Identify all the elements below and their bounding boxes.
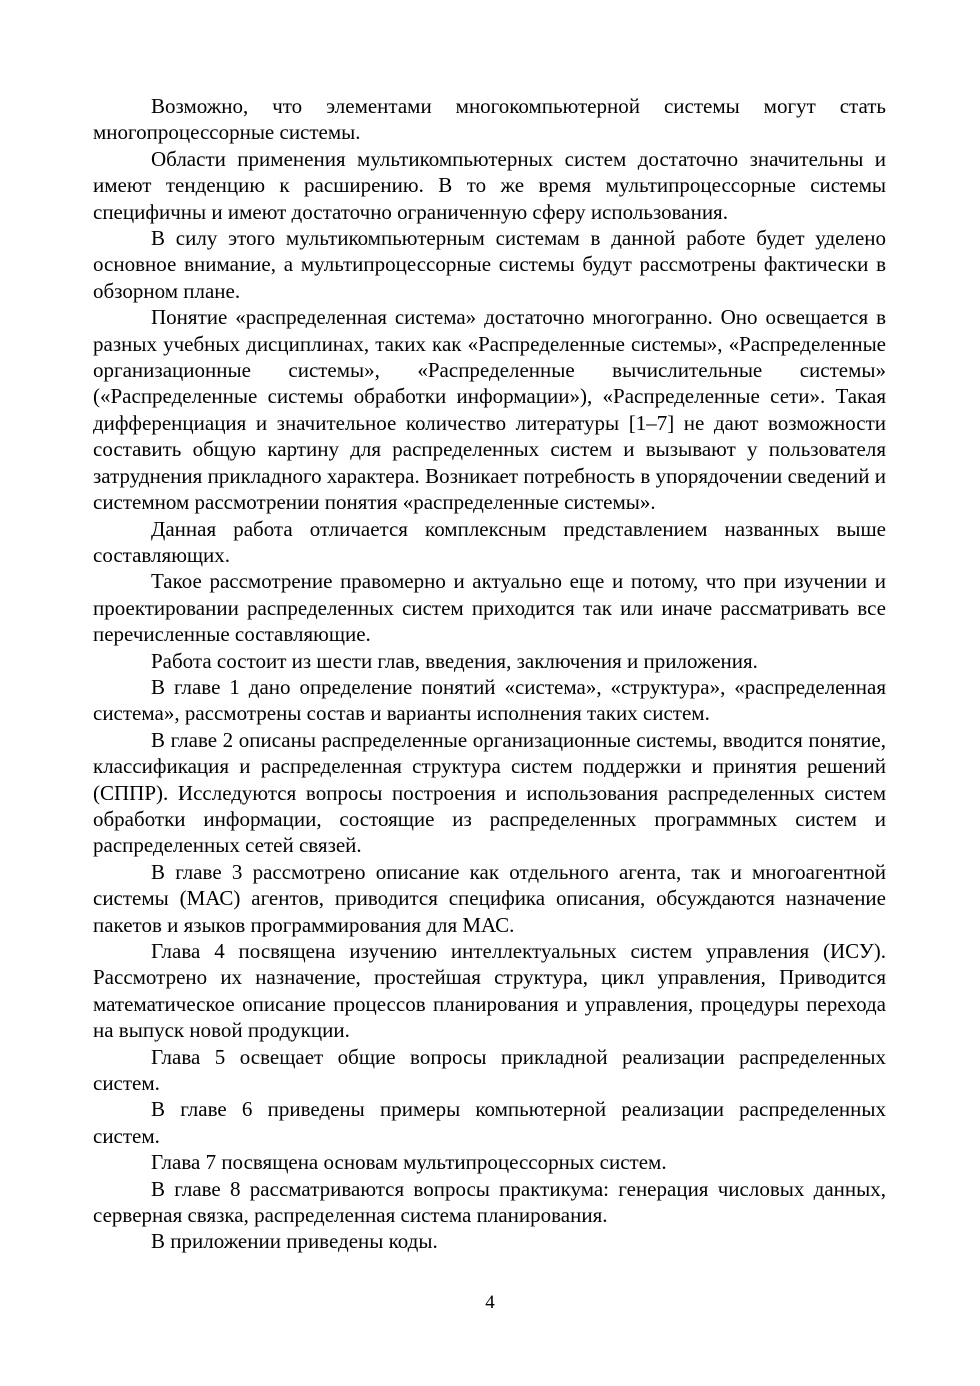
paragraph-8: В главе 1 дано определение понятий «система», «структура», «распределенная система», рассмотрены состав и варианты исполнения таких систем. — [93, 674, 886, 726]
page-body — [93, 93, 886, 1255]
paragraph-9: В главе 2 описаны распределенные организационные системы, вводится понятие, классификация и распределенная структура систем поддержки и принятия решений (СППР). Исследуются вопросы построения и использования распределенных систем обработки информации, состоящие из распределенных программных систем и распределенных сетей связей. — [93, 727, 886, 858]
paragraph-1: Возможно, что элементами многокомпьютерной системы могут стать многопроцессорные системы. — [93, 94, 886, 145]
paragraph-16: В приложении приведены коды. — [151, 1229, 438, 1254]
page-number: 4 — [485, 1292, 495, 1313]
paragraph-2: Области применения мультикомпьютерных систем достаточно значительны и имеют тенденцию к расширению. В то же время мультипроцессорные системы специфичны и имеют достаточно ограниченную сферу использования. — [93, 146, 886, 224]
paragraph-14: Глава 7 посвящена основам мультипроцессорных систем. — [151, 1150, 667, 1175]
paragraph-4: Понятие «распределенная система» достаточно многогранно. Оно освещается в разных учебных дисциплинах, таких как «Распределенные системы», «Распределенные организационные системы», «Распределенные вычислительные системы» («Распределенные системы обработки информации»), «Распределенные сети». Такая дифференциация и значительное количество литературы [1–7] не дают возможности составить общую картину для распределенных систем и вызывают у пользователя затруднения прикладного характера. Возникает потребность в упорядочении сведений и системном рассмотрении понятия «распределенные системы». — [93, 305, 886, 515]
paragraph-5: Данная работа отличается комплексным представлением названных выше составляющих. — [93, 516, 886, 567]
paragraph-10: В главе 3 рассмотрено описание как отдельного агента, так и многоагентной системы (МАС) агентов, приводится специфика описания, обсуждаются назначение пакетов и языков программирования для МАС. — [93, 859, 886, 937]
paragraph-13: В главе 6 приведены примеры компьютерной реализации распределенных систем. — [93, 1097, 886, 1148]
paragraph-7: Работа состоит из шести глав, введения, заключения и приложения. — [151, 648, 758, 673]
paragraph-3: В силу этого мультикомпьютерным системам в данной работе будет уделено основное внимание, а мультипроцессорные системы будут рассмотрены фактически в обзорном плане. — [93, 226, 886, 303]
paragraph-12: Глава 5 освещает общие вопросы прикладной реализации распределенных систем. — [93, 1044, 886, 1096]
paragraph-11: Глава 4 посвящена изучению интеллектуальных систем управления (ИСУ). Рассмотрено их назначение, простейшая структура, цикл управления, Приводится математическое описание процессов планирования и управления, процедуры перехода на выпуск новой продукции. — [93, 939, 886, 1043]
paragraph-15: В главе 8 рассматриваются вопросы практикума: генерация числовых данных, серверная связка, распределенная система планирования. — [93, 1176, 886, 1228]
paragraph-6: Такое рассмотрение правомерно и актуально еще и потому, что при изучении и проектировании распределенных систем приходится так или иначе рассматривать все перечисленные составляющие. — [93, 569, 886, 647]
